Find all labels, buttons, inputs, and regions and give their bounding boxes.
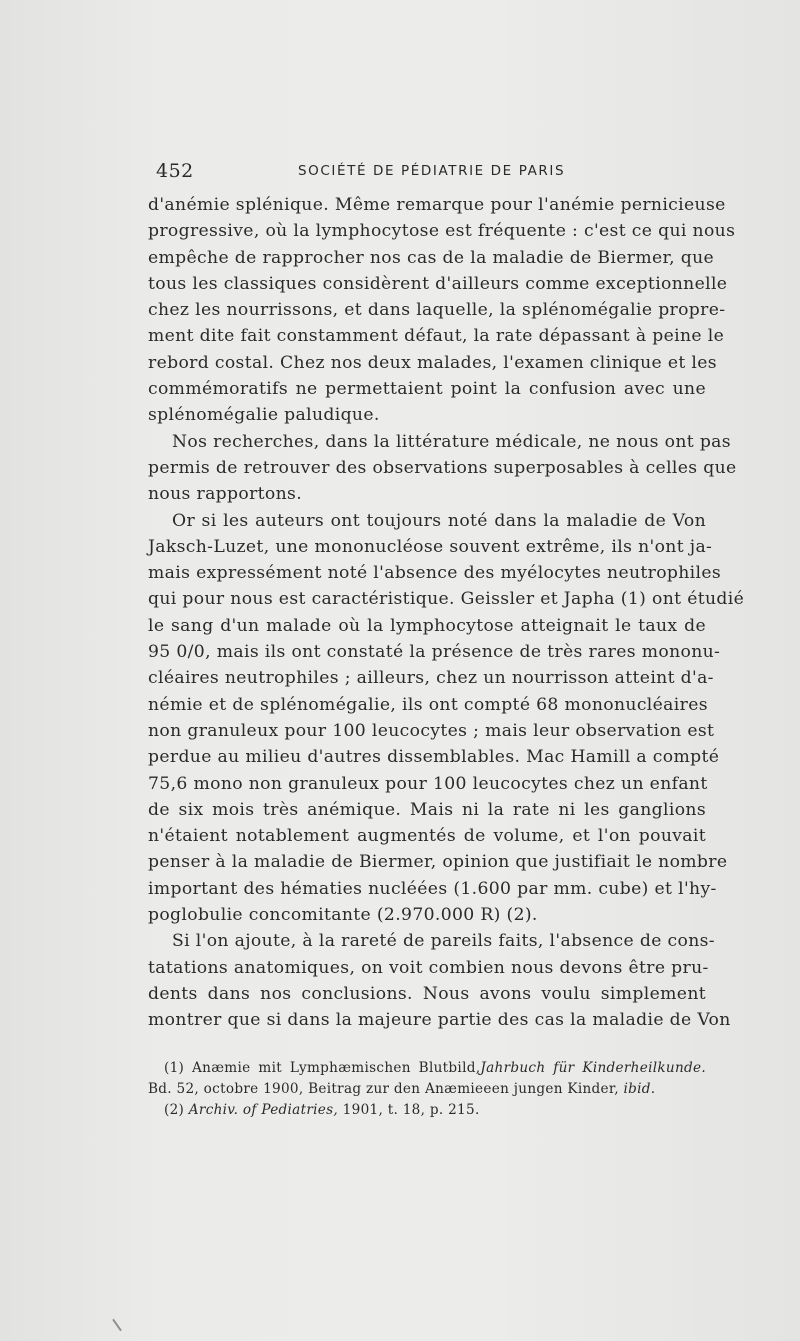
text-line: nous rapportons. (148, 484, 303, 505)
text-line: le sang d'un malade où la lymphocytose atteignait le taux de (148, 615, 706, 636)
text-line: rebord costal. Chez nos deux malades, l'examen clinique et les (148, 352, 717, 373)
footnote-2 (148, 1100, 706, 1121)
footnote-1 (148, 1058, 706, 1079)
footnote-1-cont-text: Bd. 52, octobre 1900, Beitrag zur den Anæmieeen jungen Kinder, (148, 1081, 619, 1097)
footnote-1-ibid: ibid. (623, 1081, 656, 1097)
text-line: n'étaient notablement augmentés de volume, et l'on pouvait (148, 826, 706, 847)
footnote-1-text: (1) Anæmie mit Lymphæmischen Blutbild, (164, 1060, 481, 1076)
text-line: tous les classiques considèrent d'ailleurs comme exceptionnelle (148, 273, 728, 294)
text-line: 75,6 mono non granuleux pour 100 leucocytes chez un enfant (148, 773, 708, 794)
footnote-2-num: (2) (164, 1102, 185, 1118)
text-line: 95 0/0, mais ils ont constaté la présence de très rares mononu- (148, 642, 721, 663)
text-line: permis de retrouver des observations superposables à celles que (148, 457, 737, 478)
text-line: penser à la maladie de Biermer, opinion que justifiait le nombre (148, 852, 728, 873)
footnote-1-continued (148, 1079, 706, 1100)
footnotes (148, 1058, 706, 1121)
text-line: qui pour nous est caractéristique. Geissler et Japha (1) ont étudié (148, 589, 745, 610)
journal-title: SOCIÉTÉ DE PÉDIATRIE DE PARIS (298, 163, 566, 179)
text-line: montrer que si dans la majeure partie des cas la maladie de Von (148, 1010, 731, 1031)
text-line: poglobulie concomitante (2.970.000 R) (2). (148, 905, 538, 926)
page-number: 452 (156, 160, 194, 182)
text-line: d'anémie splénique. Même remarque pour l'anémie pernicieuse (148, 195, 726, 215)
text-line: perdue au milieu d'autres dissemblables. Mac Hamill a compté (148, 747, 720, 768)
text-line: tatations anatomiques, on voit combien nous devons être pru- (148, 957, 709, 978)
text-line: commémoratifs ne permettaient point la confusion avec une (148, 379, 706, 400)
text-line: dents dans nos conclusions. Nous avons voulu simplement (148, 983, 706, 1004)
text-line: némie et de splénomégalie, ils ont compté 68 mononucléaires (148, 694, 708, 715)
footnote-1-journal: Jahrbuch für Kinderheilkunde. (480, 1060, 706, 1076)
scan-speck (112, 1319, 122, 1332)
footnote-2-journal: Archiv. of Pediatries, (188, 1102, 339, 1118)
text-line: mais expressément noté l'absence des myélocytes neutrophiles (148, 563, 722, 584)
text-line: Or si les auteurs ont toujours noté dans la maladie de Von (172, 510, 706, 531)
footnote-2-text: 1901, t. 18, p. 215. (342, 1102, 480, 1118)
text-line: Si l'on ajoute, à la rareté de pareils faits, l'absence de cons- (172, 931, 715, 952)
text-line: important des hématies nucléées (1.600 par mm. cube) et l'hy- (148, 878, 717, 899)
text-line: ment dite fait constamment défaut, la rate dépassant à peine le (148, 326, 725, 347)
text-line: non granuleux pour 100 leucocytes ; mais leur observation est (148, 720, 715, 741)
text-line: empêche de rapprocher nos cas de la maladie de Biermer, que (148, 247, 715, 268)
text-line: cléaires neutrophiles ; ailleurs, chez un nourrisson atteint d'a- (148, 668, 714, 689)
text-line: Jaksch-Luzet, une mononucléose souvent extrême, ils n'ont ja- (148, 536, 713, 557)
text-line: splénomégalie paludique. (148, 405, 380, 426)
running-head (148, 160, 708, 186)
text-line: de six mois très anémique. Mais ni la rate ni les ganglions (148, 799, 706, 820)
text-line: progressive, où la lymphocytose est fréquente : c'est ce qui nous (148, 221, 736, 242)
text-line: Nos recherches, dans la littérature médicale, ne nous ont pas (172, 431, 731, 452)
body-text (148, 192, 745, 1034)
text-line: chez les nourrissons, et dans laquelle, la splénomégalie propre- (148, 300, 726, 321)
